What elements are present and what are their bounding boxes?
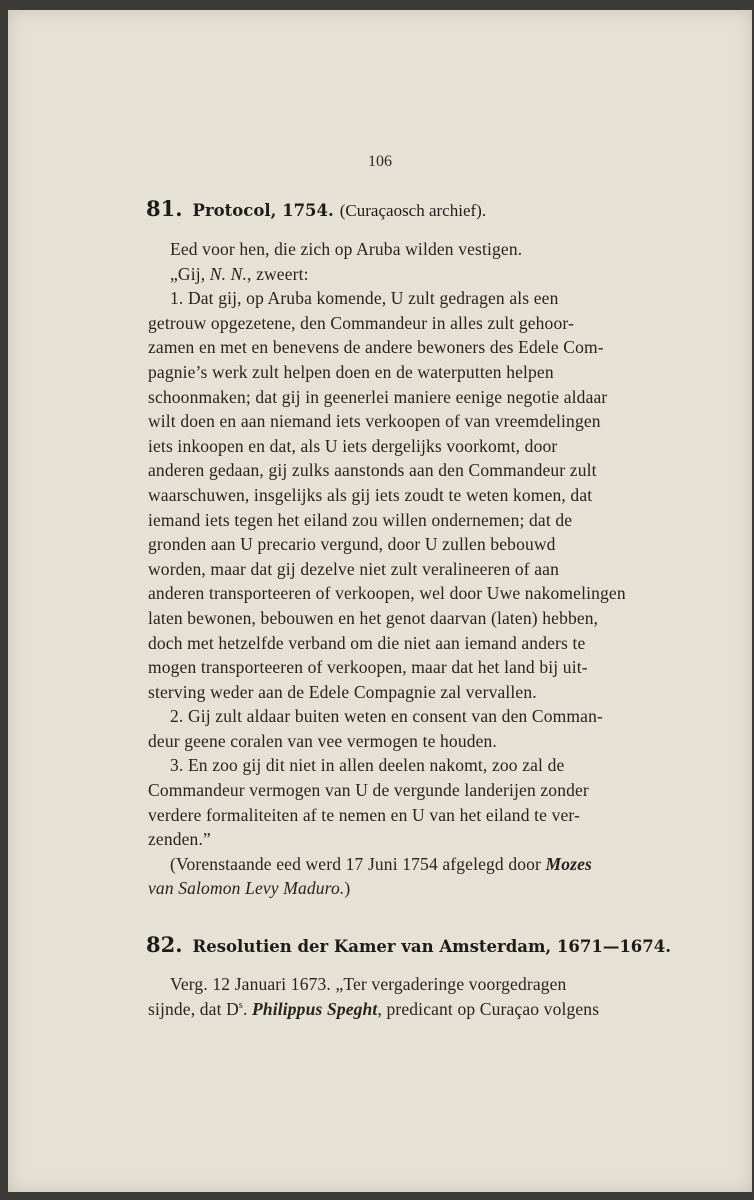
section-81-title: Protocol, 1754. bbox=[192, 201, 334, 220]
text-line: sijnde, dat $D^s$. Philippus Speght, predicant op Curaçao volgens bbox=[148, 998, 600, 1019]
text-line: 2. Gij zult aldaar buiten weten en consent van den Comman- bbox=[170, 706, 603, 727]
text-line: van Salomon Levy Maduro.) bbox=[148, 878, 351, 899]
text-line: iemand iets tegen het eiland zou willen ondernemen; dat de bbox=[148, 509, 573, 530]
text-line: worden, maar dat gij dezelve niet zult veralineeren of aan bbox=[148, 558, 560, 579]
section-82-title: Resolutien der Kamer van Amsterdam, 1671—1674. bbox=[192, 937, 671, 956]
text-line: verdere formaliteiten af te nemen en U van het eiland te ver- bbox=[148, 804, 580, 825]
text-line: 3. En zoo gij dit niet in allen deelen nakomt, zoo zal de bbox=[170, 755, 565, 776]
text-line: laten bewonen, bebouwen en het genot daarvan (laten) hebben, bbox=[148, 607, 599, 628]
text-line: mogen transporteeren of verkoopen, maar dat het land bij uit- bbox=[148, 657, 588, 678]
section-81-body bbox=[148, 239, 688, 903]
text-line: Verg. 12 Januari 1673. „Ter vergaderinge voorgedragen bbox=[170, 974, 567, 994]
text-line: anderen gedaan, gij zulks aanstonds aan den Commandeur zult bbox=[148, 460, 597, 481]
text-line: pagnie’s werk zult helpen doen en de waterputten helpen bbox=[148, 361, 554, 382]
text-line: Commandeur vermogen van U de vergunde landerijen zonder bbox=[148, 780, 589, 801]
text-line: anderen transporteeren of verkoopen, wel door Uwe nakomelingen bbox=[148, 583, 626, 604]
text-line: 1. Dat gij, op Aruba komende, U zult gedragen als een bbox=[170, 288, 559, 309]
section-81-heading bbox=[146, 196, 706, 221]
section-81-source: (Curaçaosch archief). bbox=[339, 201, 487, 220]
text-line: (Vorenstaande eed werd 17 Juni 1754 afgelegd door Mozes bbox=[170, 853, 592, 874]
page-number: 106 bbox=[368, 153, 392, 170]
text-line: deur geene coralen van vee vermogen te houden. bbox=[148, 730, 497, 751]
text-line: waarschuwen, insgelijks als gij iets zoudt te weten komen, dat bbox=[148, 484, 593, 505]
book-page bbox=[8, 10, 752, 1192]
section-81-number: 81. bbox=[146, 196, 183, 221]
text-line: gronden aan U precario vergund, door U zullen bebouwd bbox=[148, 534, 556, 555]
text-line: doch met hetzelfde verband om die niet aan iemand anders te bbox=[148, 632, 586, 653]
text-line: zenden.” bbox=[148, 829, 211, 850]
section-82-number: 82. bbox=[146, 932, 183, 957]
text-line: getrouw opgezetene, den Commandeur in alles zult gehoor- bbox=[148, 312, 574, 333]
text-line: Eed voor hen, die zich op Aruba wilden vestigen. bbox=[170, 239, 523, 259]
text-line: zamen en met en benevens de andere bewoners des Edele Com- bbox=[148, 337, 604, 358]
text-line: schoonmaken; dat gij in geenerlei maniere eenige negotie aldaar bbox=[148, 386, 608, 407]
text-line: iets inkoopen en dat, als U iets dergelijks voorkomt, door bbox=[148, 435, 558, 456]
section-82-body bbox=[148, 974, 688, 1023]
section-82-heading bbox=[146, 932, 706, 957]
text-line: sterving weder aan de Edele Compagnie zal vervallen. bbox=[148, 681, 537, 702]
text-line: „Gij, N. N., zweert: bbox=[170, 263, 309, 284]
text-line: wilt doen en aan niemand iets verkoopen of van vreemdelingen bbox=[148, 411, 601, 432]
